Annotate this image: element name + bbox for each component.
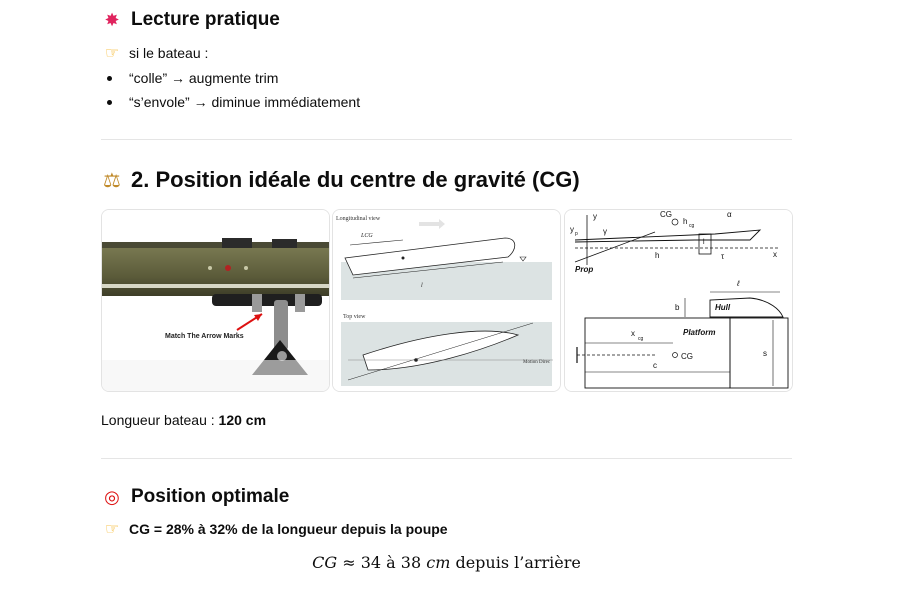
label-script-l: ℓ: [737, 279, 740, 288]
optimal-rule-text: CG = 28% à 32% de la longueur depuis la poupe: [129, 520, 448, 537]
label-cg-subscript-2: cg: [638, 336, 644, 342]
heading-text: Lecture pratique: [131, 9, 280, 30]
boat-views-illustration: [333, 210, 560, 391]
bullet-dot: [107, 100, 112, 105]
intro-text: si le bateau :: [129, 44, 209, 61]
label-longitudinal-view: Longitudinal view: [336, 216, 381, 222]
formula-op: ≈ 34 à 38: [337, 553, 427, 572]
bullet-dot: [107, 76, 112, 81]
formula-cg: [101, 553, 792, 572]
label-top-view: Top view: [343, 314, 366, 320]
label-x: x: [773, 250, 777, 259]
heading-position-optimale: [101, 486, 289, 508]
label-c: c: [653, 361, 657, 370]
boat-length-line: [101, 412, 266, 428]
label-cg-top: CG: [660, 210, 672, 219]
planing-geometry-diagram[interactable]: [564, 209, 793, 392]
label-p-subscript: p: [575, 231, 578, 237]
explosion-icon: ✸: [104, 9, 120, 31]
label-platform: Platform: [683, 328, 716, 337]
formula-tail: depuis l’arrière: [450, 553, 581, 572]
list-item: [101, 70, 278, 86]
formula-lhs: CG: [312, 553, 338, 572]
label-lcg: LCG: [361, 233, 373, 239]
boat-length-value: 120 cm: [218, 412, 267, 428]
label-xcg: x: [631, 329, 635, 338]
planing-geometry-illustration: [565, 210, 792, 391]
balance-scale-icon: ⚖: [103, 168, 121, 192]
heading-text: 2. Position idéale du centre de gravité (CG): [131, 167, 580, 192]
label-h: h: [655, 251, 660, 260]
label-hl: l: [703, 239, 705, 246]
list-item-text: “s’envole” → diminue immédiatement: [129, 94, 361, 110]
pointing-hand-icon: ☞: [104, 519, 120, 538]
optimal-rule-line: [101, 519, 448, 538]
boat-length-label: Longueur bateau :: [101, 412, 219, 428]
pointing-hand-icon: ☞: [104, 43, 120, 62]
list-item: [101, 94, 360, 110]
list-item-text: “colle” → augmente trim: [129, 70, 279, 86]
label-prop: Prop: [575, 265, 594, 274]
heading-position-ideale: [101, 167, 580, 193]
label-cg-subscript: cg: [689, 223, 695, 229]
label-cg-bottom: CG: [681, 352, 693, 361]
divider: [101, 458, 792, 459]
label-s: s: [763, 349, 767, 358]
label-tau: τ: [721, 252, 725, 261]
label-gamma: γ: [603, 227, 607, 236]
label-l: l: [421, 283, 423, 289]
boat-stand-illustration: [102, 210, 329, 391]
label-motion-direction: Motion Direc: [523, 360, 551, 365]
boat-views-diagram[interactable]: [332, 209, 561, 392]
intro-line: [101, 43, 208, 62]
formula-unit: cm: [426, 553, 451, 572]
label-y-axis: y: [593, 212, 597, 221]
label-h-cg: h: [683, 217, 688, 226]
caption-match-arrow-marks: Match The Arrow Marks: [165, 333, 244, 340]
label-alpha: α: [727, 210, 732, 219]
divider: [101, 139, 792, 140]
target-icon: ◎: [104, 486, 120, 508]
label-b: b: [675, 303, 680, 312]
heading-text: Position optimale: [131, 486, 290, 507]
label-yp: y: [570, 225, 574, 234]
label-hull: Hull: [715, 303, 731, 312]
heading-lecture-pratique: [101, 9, 280, 31]
boat-stand-photo[interactable]: [101, 209, 330, 392]
